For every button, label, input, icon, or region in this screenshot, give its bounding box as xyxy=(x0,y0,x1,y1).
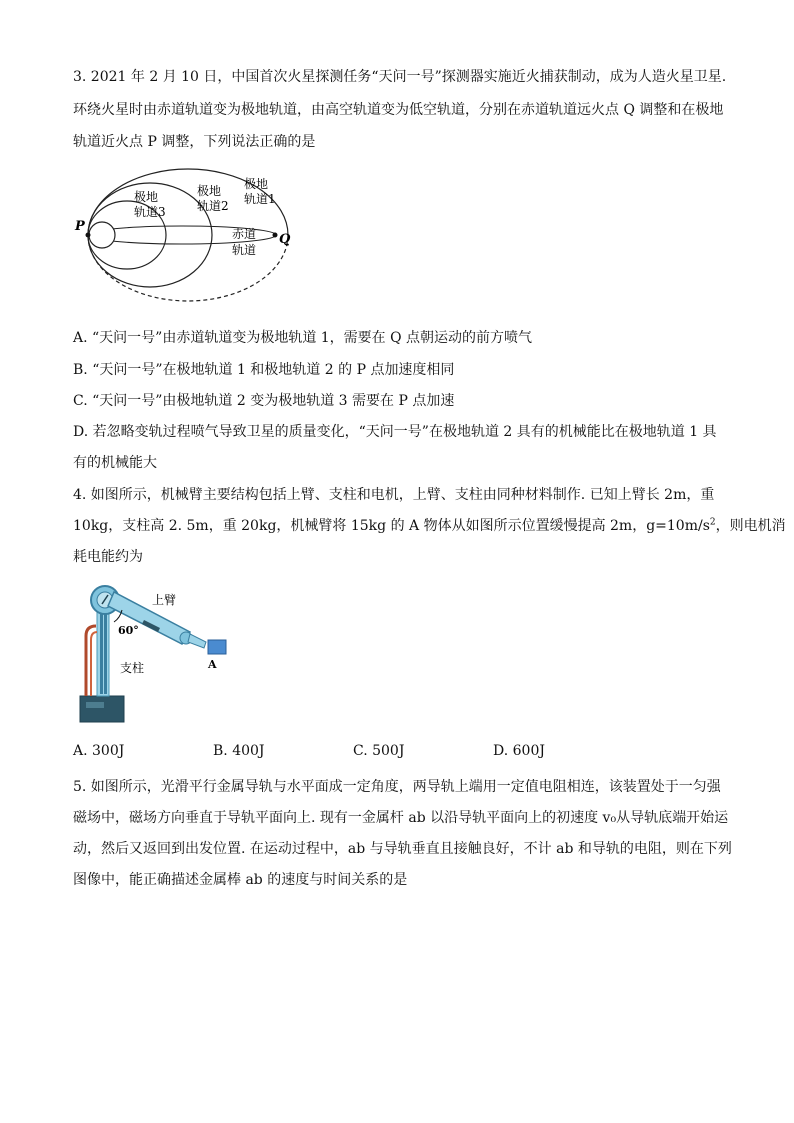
orbit3-label-b: 轨道3 xyxy=(134,205,166,219)
label-p: P xyxy=(75,219,85,234)
arm-base xyxy=(80,696,124,722)
orbit1-label-b: 轨道1 xyxy=(244,192,276,206)
q3-line-3: 轨道近火点 P 调整，下列说法正确的是 xyxy=(73,134,316,150)
mars-planet xyxy=(89,222,115,248)
q5-line-1: 5. 如图所示，光滑平行金属导轨与水平面成一定角度，两导轨上端用一定值电阻相连，该装置处于一匀强 xyxy=(73,779,721,795)
q4-line-3: 耗电能约为 xyxy=(73,549,143,565)
equator-label-b: 轨道 xyxy=(232,243,257,257)
q4-line-1: 4. 如图所示，机械臂主要结构包括上臂、支柱和电机，上臂、支柱由同种材料制作. 已知上臂长 2m，重 xyxy=(73,487,715,503)
orbit1-label-a: 极地 xyxy=(244,177,269,191)
upper-arm-label: 上臂 xyxy=(152,593,177,607)
q4-option-d: D. 600J xyxy=(493,743,545,759)
angle-label: 60° xyxy=(118,624,139,637)
q3-option-b: B. “天问一号”在极地轨道 1 和极地轨道 2 的 P 点加速度相同 xyxy=(73,362,455,378)
q5-line-2: 磁场中，磁场方向垂直于导轨平面向上. 现有一金属杆 ab 以沿导轨平面向上的初速度 v₀从导轨底端开始运 xyxy=(73,810,729,826)
equator-label-a: 赤道 xyxy=(232,227,257,241)
q4-line-2: 10kg，支柱高 2. 5m，重 20kg，机械臂将 15kg 的 A 物体从如图所示位置缓慢提高 2m，$g=10m/s^2$，则电机消 xyxy=(73,517,786,534)
object-a xyxy=(208,640,226,654)
orbit-diagram xyxy=(72,168,304,314)
robot-arm-figure xyxy=(78,578,238,726)
q3-line-1: 3. 2021 年 2 月 10 日，中国首次火星探测任务“天问一号”探测器实施近火捕获制动，成为人造火星卫星. xyxy=(73,69,727,85)
orbit2-label-b: 轨道2 xyxy=(197,199,229,213)
q5-line-3: 动，然后又返回到出发位置. 在运动过程中，ab 与导轨垂直且接触良好，不计 ab 和导轨的电阻，则在下列 xyxy=(73,841,732,857)
q3-option-c: C. “天问一号”由极地轨道 2 变为极地轨道 3 需要在 P 点加速 xyxy=(73,393,455,409)
label-q: Q xyxy=(279,232,291,247)
q3-line-2: 环绕火星时由赤道轨道变为极地轨道，由高空轨道变为低空轨道，分别在赤道轨道远火点 Q 调整和在极地 xyxy=(73,102,724,118)
q4-option-a: A. 300J xyxy=(73,743,125,759)
q3-option-d-line-2: 有的机械能大 xyxy=(73,455,157,471)
point-q-dot xyxy=(273,233,278,238)
q3-option-a: A. “天问一号”由赤道轨道变为极地轨道 1，需要在 Q 点朝运动的前方喷气 xyxy=(73,330,533,346)
object-a-label: A xyxy=(208,658,217,671)
gripper xyxy=(188,634,206,648)
point-p-dot xyxy=(86,233,91,238)
q3-option-d-line-1: D. 若忽略变轨过程喷气导致卫星的质量变化，“天问一号”在极地轨道 2 具有的机械能比在极地轨道 1 具 xyxy=(73,424,717,440)
column-label: 支柱 xyxy=(120,661,145,675)
orbit3-label-a: 极地 xyxy=(134,190,159,204)
orbit2-label-a: 极地 xyxy=(197,184,222,198)
q4-option-c: C. 500J xyxy=(353,743,405,759)
q5-line-4: 图像中，能正确描述金属棒 ab 的速度与时间关系的是 xyxy=(73,872,408,888)
q4-option-b: B. 400J xyxy=(213,743,265,759)
